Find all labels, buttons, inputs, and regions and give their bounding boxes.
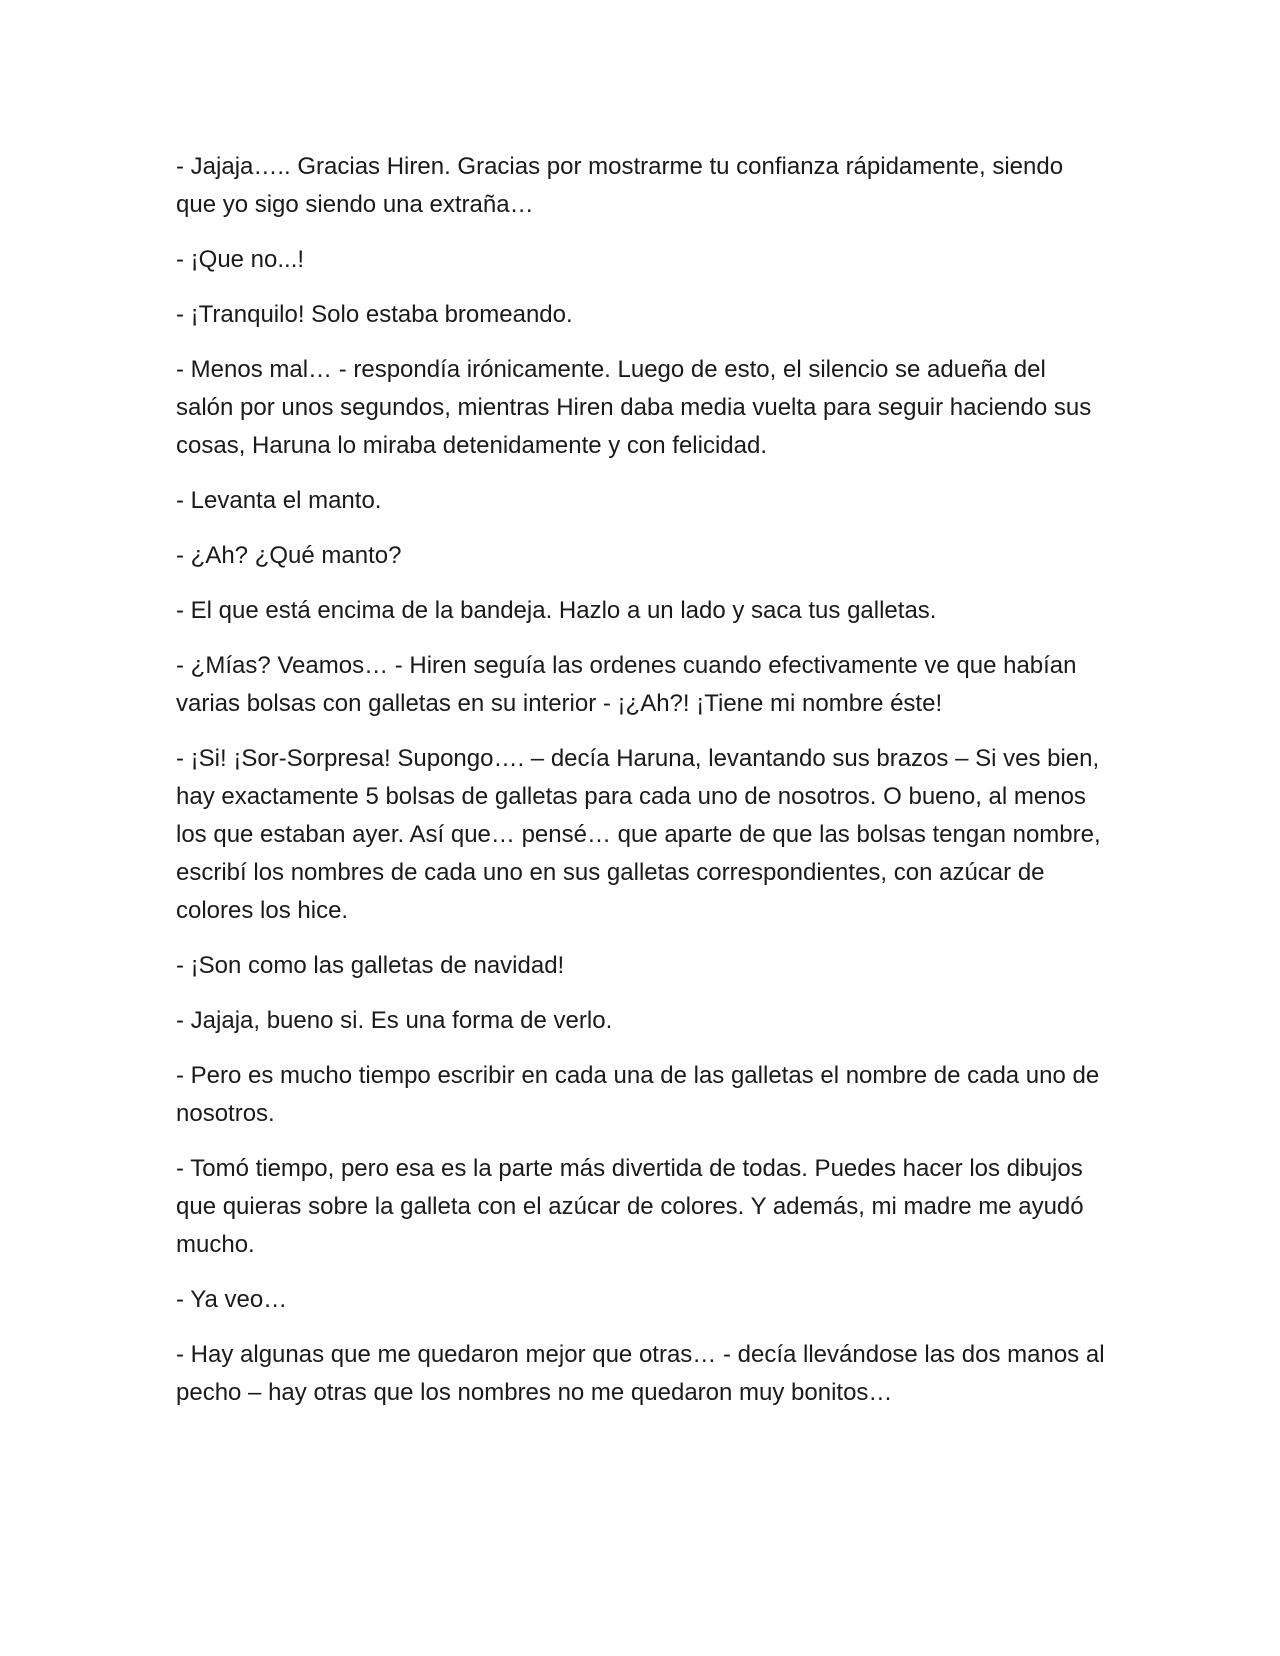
paragraph-12: - Pero es mucho tiempo escribir en cada una de las galletas el nombre de cada uno de nosotros. [176, 1062, 1100, 1127]
paragraph-10: - ¡Son como las galletas de navidad! [176, 952, 565, 979]
paragraph-8: - ¿Mías? Veamos… - Hiren seguía las ordenes cuando efectivamente ve que habían varias bolsas con galletas en su interior - ¡¿Ah?! ¡Tiene mi nombre éste! [176, 652, 1077, 717]
paragraph-2: - ¡Que no...! [176, 246, 305, 273]
paragraph-3: - ¡Tranquilo! Solo estaba bromeando. [176, 301, 573, 328]
paragraph-9: - ¡Si! ¡Sor-Sorpresa! Supongo…. – decía Haruna, levantando sus brazos – Si ves bien, hay exactamente 5 bolsas de galletas para cada uno de nosotros. O bueno, al menos los que estaban ayer. Así que… pensé… que aparte de que las bolsas tengan nombre, escribí los nombres de cada uno en sus galletas correspondientes, con azúcar de colores los hice. [176, 745, 1101, 924]
document-body [176, 148, 1106, 1429]
paragraph-1: - Jajaja….. Gracias Hiren. Gracias por mostrarme tu confianza rápidamente, siendo que yo sigo siendo una extraña… [176, 153, 1064, 218]
paragraph-14: - Ya veo… [176, 1286, 288, 1313]
paragraph-6: - ¿Ah? ¿Qué manto? [176, 542, 402, 569]
paragraph-4: - Menos mal… - respondía irónicamente. Luego de esto, el silencio se adueña del salón por unos segundos, mientras Hiren daba media vuelta para seguir haciendo sus cosas, Haruna lo miraba detenidamente y con felicidad. [176, 356, 1092, 459]
paragraph-15: - Hay algunas que me quedaron mejor que otras… - decía llevándose las dos manos al pecho – hay otras que los nombres no me quedaron muy bonitos… [176, 1341, 1105, 1406]
paragraph-7: - El que está encima de la bandeja. Hazlo a un lado y saca tus galletas. [176, 597, 937, 624]
paragraph-5: - Levanta el manto. [176, 487, 382, 514]
paragraph-13: - Tomó tiempo, pero esa es la parte más divertida de todas. Puedes hacer los dibujos que quieras sobre la galleta con el azúcar de colores. Y además, mi madre me ayudó mucho. [176, 1155, 1084, 1258]
paragraph-11: - Jajaja, bueno si. Es una forma de verlo. [176, 1007, 613, 1034]
